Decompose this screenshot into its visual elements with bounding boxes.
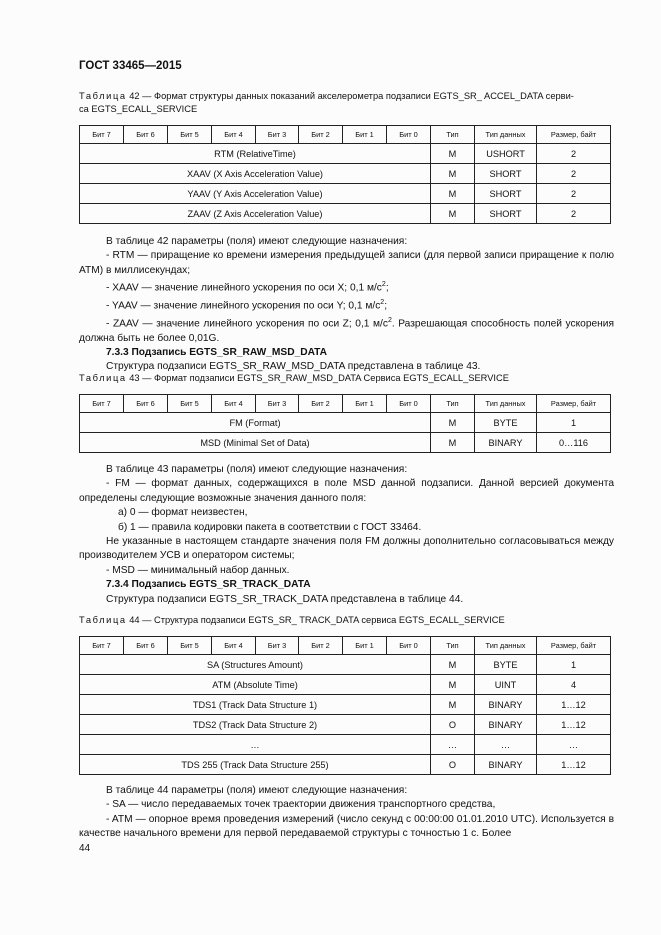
field-cell: RTM (RelativeTime) (80, 144, 431, 164)
header-cell: Бит 7 (80, 126, 124, 144)
type-cell: … (431, 735, 475, 755)
paragraph: - SA — число передаваемых точек траектории движения транспортного средства, (106, 799, 496, 811)
document-header: ГОСТ 33465—2015 (79, 60, 182, 72)
field-cell: … (80, 735, 431, 755)
dtype-cell: BINARY (475, 755, 537, 775)
section-heading: 7.3.3 Подзапись EGTS_SR_RAW_MSD_DATA (106, 347, 327, 359)
type-cell: M (431, 433, 475, 453)
dtype-cell: SHORT (475, 204, 537, 224)
text-block-2 (79, 463, 614, 607)
header-cell: Бит 5 (168, 637, 212, 655)
header-cell: Бит 4 (212, 126, 256, 144)
size-cell: 1 (537, 413, 611, 433)
table-row (80, 433, 611, 453)
table44-caption: Таблица 44 — Структура подзаписи EGTS_SR_ TRACK_DATA сервиса EGTS_ECALL_SERVICE (79, 615, 505, 625)
header-cell: Бит 6 (124, 395, 168, 413)
type-cell: O (431, 715, 475, 735)
size-cell: 1…12 (537, 695, 611, 715)
type-cell: M (431, 144, 475, 164)
field-cell: MSD (Minimal Set of Data) (80, 433, 431, 453)
table-header-row (80, 395, 611, 413)
header-cell: Бит 1 (343, 637, 387, 655)
dtype-cell: BINARY (475, 715, 537, 735)
size-cell: 0…116 (537, 433, 611, 453)
header-cell: Размер, байт (537, 395, 611, 413)
list-item: б) 1 — правила кодировки пакета в соответствии с ГОСТ 33464. (118, 521, 422, 533)
type-cell: M (431, 675, 475, 695)
header-cell: Бит 3 (256, 637, 299, 655)
size-cell: … (537, 735, 611, 755)
size-cell: 2 (537, 144, 611, 164)
field-cell: ATM (Absolute Time) (80, 675, 431, 695)
table-header-row (80, 637, 611, 655)
field-cell: FM (Format) (80, 413, 431, 433)
table-row (80, 413, 611, 433)
header-cell: Тип данных (475, 395, 537, 413)
page-number: 44 (79, 843, 91, 854)
header-cell: Размер, байт (537, 637, 611, 655)
table-43 (79, 394, 611, 453)
type-cell: O (431, 755, 475, 775)
table-44 (79, 636, 611, 775)
header-cell: Тип (431, 637, 475, 655)
dtype-cell: SHORT (475, 184, 537, 204)
paragraph: В таблице 43 параметры (поля) имеют следующие назначения: (106, 464, 408, 475)
type-cell: M (431, 184, 475, 204)
size-cell: 1…12 (537, 755, 611, 775)
table-header-row (80, 126, 611, 144)
header-cell: Тип (431, 126, 475, 144)
header-cell: Бит 5 (168, 395, 212, 413)
header-cell: Бит 7 (80, 637, 124, 655)
table-row (80, 735, 611, 755)
header-cell: Бит 2 (299, 126, 343, 144)
dtype-cell: SHORT (475, 164, 537, 184)
size-cell: 2 (537, 204, 611, 224)
field-cell: TDS 255 (Track Data Structure 255) (80, 755, 431, 775)
field-cell: SA (Structures Amount) (80, 655, 431, 675)
header-cell: Бит 0 (387, 637, 431, 655)
header-cell: Бит 1 (343, 395, 387, 413)
header-cell: Бит 7 (80, 395, 124, 413)
dtype-cell: BYTE (475, 655, 537, 675)
paragraph: - FM — формат данных, содержащихся в поле MSD данной подзаписи. Данной версией документа определены следующие возможные значения данного поля: (79, 478, 614, 504)
header-cell: Бит 2 (299, 637, 343, 655)
header-cell: Тип данных (475, 126, 537, 144)
header-cell: Бит 3 (256, 126, 299, 144)
table-row (80, 204, 611, 224)
header-cell: Тип данных (475, 637, 537, 655)
type-cell: M (431, 413, 475, 433)
header-cell: Размер, байт (537, 126, 611, 144)
paragraph: - YAAV — значение линейного ускорения по оси Y; 0,1 $м/с^2$; (106, 299, 388, 312)
type-cell: M (431, 655, 475, 675)
field-cell: TDS1 (Track Data Structure 1) (80, 695, 431, 715)
table-row (80, 164, 611, 184)
dtype-cell: UINT (475, 675, 537, 695)
section-heading: 7.3.4 Подзапись EGTS_SR_TRACK_DATA (106, 579, 311, 591)
table-42 (79, 125, 611, 224)
dtype-cell: … (475, 735, 537, 755)
header-cell: Бит 2 (299, 395, 343, 413)
paragraph: - ATM — опорное время проведения измерений (число секунд с 00:00:00 01.01.2010 UTC). Используется в качестве начального времени для первой передаваемой структуры с точностью 1 с. Более (79, 813, 614, 840)
header-cell: Бит 3 (256, 395, 299, 413)
field-cell: TDS2 (Track Data Structure 2) (80, 715, 431, 735)
type-cell: M (431, 204, 475, 224)
table-row (80, 755, 611, 775)
header-cell: Бит 0 (387, 126, 431, 144)
header-cell: Бит 6 (124, 637, 168, 655)
field-cell: ZAAV (Z Axis Acceleration Value) (80, 204, 431, 224)
text-block-1 (79, 235, 614, 375)
type-cell: M (431, 164, 475, 184)
dtype-cell: USHORT (475, 144, 537, 164)
paragraph: - MSD — минимальный набор данных. (106, 564, 290, 576)
paragraph: В таблице 44 параметры (поля) имеют следующие назначения: (106, 785, 408, 796)
header-cell: Бит 4 (212, 637, 256, 655)
header-cell: Бит 0 (387, 395, 431, 413)
size-cell: 4 (537, 675, 611, 695)
size-cell: 2 (537, 164, 611, 184)
text-block-3 (79, 784, 614, 842)
dtype-cell: BINARY (475, 695, 537, 715)
header-cell: Бит 1 (343, 126, 387, 144)
dtype-cell: BYTE (475, 413, 537, 433)
list-item: а) 0 — формат неизвестен, (118, 507, 248, 519)
field-cell: YAAV (Y Axis Acceleration Value) (80, 184, 431, 204)
header-cell: Бит 4 (212, 395, 256, 413)
header-cell: Бит 6 (124, 126, 168, 144)
paragraph: Не указанные в настоящем стандарте значения поля FM должны дополнительно согласовываться между производителем УСВ и оператором системы; (79, 536, 614, 562)
paragraph: - RTM — приращение ко времени измерения предыдущей записи (для первой записи приращение к полю ATM) в миллисекундах; (79, 250, 614, 276)
table-row (80, 695, 611, 715)
table-row (80, 715, 611, 735)
table-row (80, 144, 611, 164)
type-cell: M (431, 695, 475, 715)
paragraph: - XAAV — значение линейного ускорения по оси X; 0,1 $м/с^2$; (106, 281, 389, 294)
paragraph: Структура подзаписи EGTS_SR_TRACK_DATA представлена в таблице 44. (106, 593, 464, 605)
table43-caption: Таблица 43 — Формат подзаписи EGTS_SR_RAW_MSD_DATA Сервиса EGTS_ECALL_SERVICE (79, 373, 509, 383)
size-cell: 1 (537, 655, 611, 675)
table-row (80, 675, 611, 695)
paragraph: - ZAAV — значение линейного ускорения по оси Z; 0,1 $м/с^2$. Разрешающая способность полей ускорения должна быть не более 0,01G. (79, 316, 614, 344)
paragraph: В таблице 42 параметры (поля) имеют следующие назначения: (106, 236, 408, 247)
field-cell: XAAV (X Axis Acceleration Value) (80, 164, 431, 184)
size-cell: 1…12 (537, 715, 611, 735)
dtype-cell: BINARY (475, 433, 537, 453)
table-row (80, 655, 611, 675)
caption-label: Таблица (79, 91, 127, 101)
size-cell: 2 (537, 184, 611, 204)
header-cell: Бит 5 (168, 126, 212, 144)
table-row (80, 184, 611, 204)
paragraph: Структура подзаписи EGTS_SR_RAW_MSD_DATA представлена в таблице 43. (106, 361, 481, 373)
header-cell: Тип (431, 395, 475, 413)
table42-caption: Таблица 42 — Формат структуры данных показаний акселерометра подзаписи EGTS_SR_ ACCEL_DATA серви- са EGTS_ECALL_SERVICE (79, 91, 574, 114)
